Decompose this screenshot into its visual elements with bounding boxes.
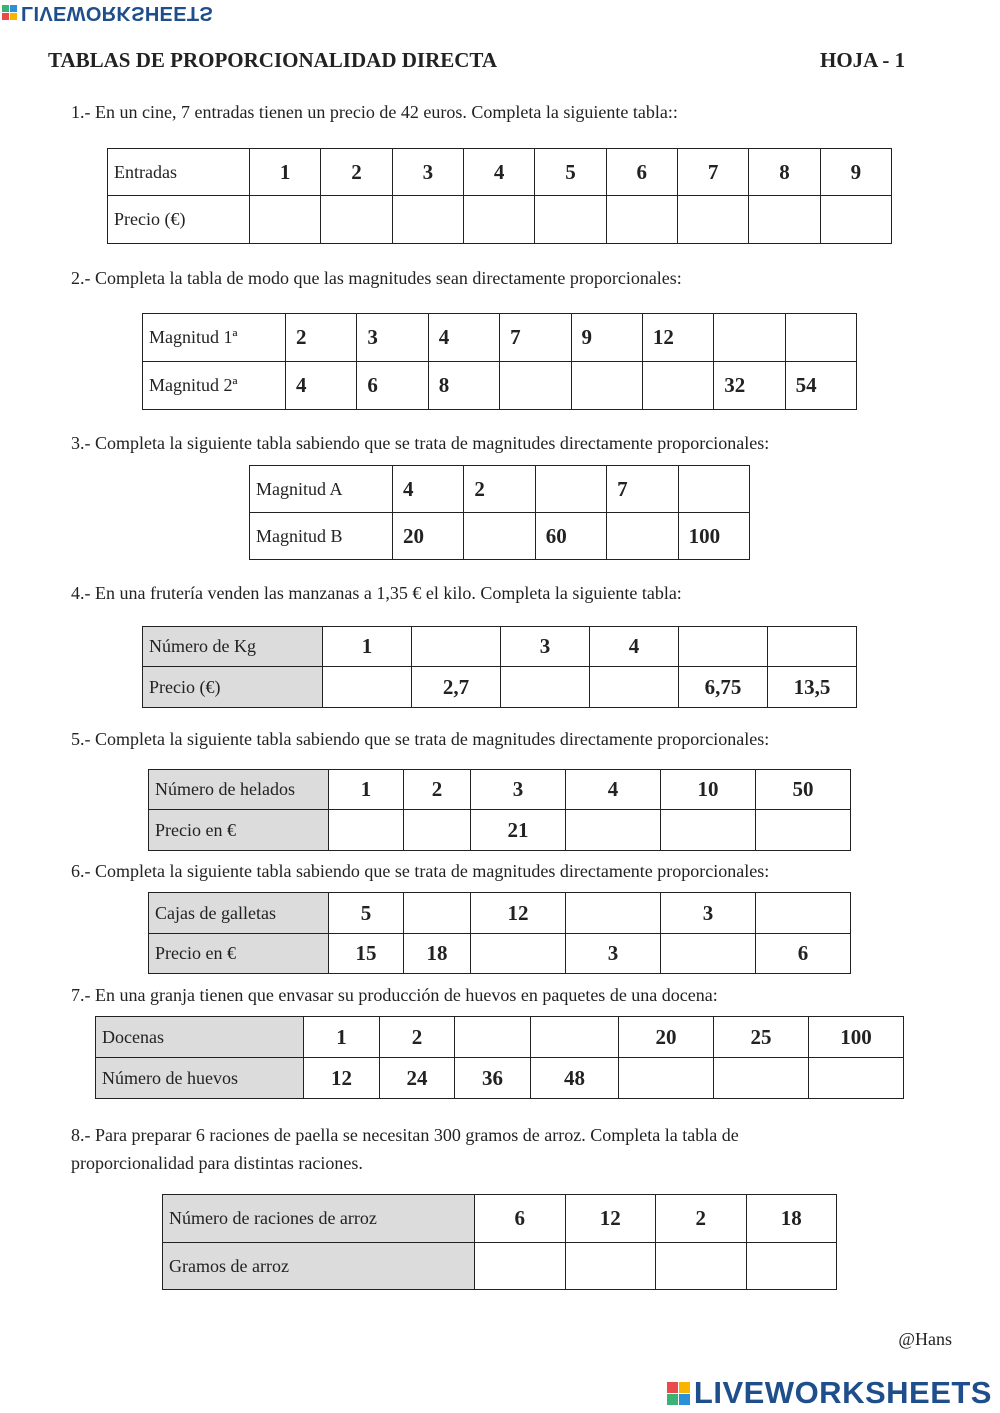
table-cell: 4 [286, 362, 357, 410]
table-cell: 12 [304, 1058, 380, 1099]
table-cell: 21 [471, 810, 566, 851]
answer-cell[interactable] [768, 627, 857, 667]
answer-cell[interactable] [714, 1058, 809, 1099]
table-cell: 54 [785, 362, 856, 410]
row-label: Número de Kg [143, 627, 323, 667]
table-cell: 100 [809, 1017, 904, 1058]
row-label: Precio en € [149, 810, 329, 851]
table-cell: 6 [475, 1195, 566, 1243]
table-cell: 8 [749, 149, 820, 196]
table-4 [142, 626, 857, 708]
table-cell: 3 [501, 627, 590, 667]
table-row [143, 314, 857, 362]
table-cell: 60 [535, 513, 606, 560]
table-cell: 1 [304, 1017, 380, 1058]
table-cell: 9 [571, 314, 642, 362]
logo-bottom-text: LIVEWORKSHEETS [693, 1375, 992, 1410]
page-title: TABLAS DE PROPORCIONALIDAD DIRECTA [48, 48, 498, 72]
answer-cell[interactable] [321, 196, 392, 244]
answer-cell[interactable] [756, 810, 851, 851]
row-label: Magnitud 1ª [143, 314, 286, 362]
table-row [96, 1017, 904, 1058]
table-cell: 2 [380, 1017, 455, 1058]
row-label: Número de helados [149, 770, 329, 810]
table-cell: 4 [463, 149, 534, 196]
table-cell: 2,7 [412, 667, 501, 708]
row-label: Cajas de galletas [149, 893, 329, 934]
table-cell: 12 [642, 314, 713, 362]
answer-cell[interactable] [464, 513, 535, 560]
table-cell: 12 [565, 1195, 656, 1243]
table-cell: 6 [756, 934, 851, 974]
table-1 [107, 148, 892, 244]
table-row [108, 196, 892, 244]
answer-cell[interactable] [250, 196, 321, 244]
table-row [143, 667, 857, 708]
liveworksheets-logo-bottom [667, 1375, 992, 1411]
table-cell: 1 [329, 770, 404, 810]
answer-cell[interactable] [500, 362, 571, 410]
row-label: Gramos de arroz [163, 1243, 475, 1290]
answer-cell[interactable] [656, 1243, 747, 1290]
question-5-text: 5.- Completa la siguiente tabla sabiendo que se trata de magnitudes directamente proporcionales: [71, 729, 770, 749]
table-cell: 50 [756, 770, 851, 810]
table-cell: 2 [404, 770, 471, 810]
answer-cell[interactable] [455, 1017, 531, 1058]
answer-cell[interactable] [329, 810, 404, 851]
table-cell: 3 [392, 149, 463, 196]
table-cell: 12 [471, 893, 566, 934]
table-cell: 2 [464, 466, 535, 513]
table-2 [142, 313, 857, 410]
table-row [143, 362, 857, 410]
row-label: Precio (€) [143, 667, 323, 708]
answer-cell[interactable] [678, 466, 749, 513]
table-row [149, 893, 851, 934]
sheet-number: HOJA - 1 [820, 48, 906, 72]
table-row [250, 513, 750, 560]
row-label: Magnitud A [250, 466, 393, 513]
answer-cell[interactable] [756, 893, 851, 934]
row-label: Precio en € [149, 934, 329, 974]
answer-cell[interactable] [404, 893, 471, 934]
table-cell: 6,75 [679, 667, 768, 708]
table-cell: 2 [321, 149, 392, 196]
table-row [96, 1058, 904, 1099]
answer-cell[interactable] [565, 1243, 656, 1290]
row-label: Número de raciones de arroz [163, 1195, 475, 1243]
author-signature: @Hans [898, 1329, 952, 1349]
table-cell: 15 [329, 934, 404, 974]
table-cell: 13,5 [768, 667, 857, 708]
answer-cell[interactable] [607, 513, 678, 560]
answer-cell[interactable] [323, 667, 412, 708]
answer-cell[interactable] [677, 196, 748, 244]
logo-top-text: LIVEWORKSHEETS [21, 2, 213, 24]
answer-cell[interactable] [571, 362, 642, 410]
table-cell: 5 [535, 149, 606, 196]
table-cell: 3 [661, 893, 756, 934]
table-cell: 1 [323, 627, 412, 667]
table-cell: 8 [428, 362, 499, 410]
table-cell: 25 [714, 1017, 809, 1058]
answer-cell[interactable] [471, 934, 566, 974]
table-cell: 48 [531, 1058, 619, 1099]
answer-cell[interactable] [749, 196, 820, 244]
answer-cell[interactable] [535, 196, 606, 244]
liveworksheets-logo-top [2, 2, 213, 24]
row-label: Docenas [96, 1017, 304, 1058]
answer-cell[interactable] [566, 810, 661, 851]
table-cell: 2 [656, 1195, 747, 1243]
table-row [143, 627, 857, 667]
answer-cell[interactable] [820, 196, 891, 244]
table-cell: 6 [357, 362, 428, 410]
table-row [149, 770, 851, 810]
row-label: Magnitud 2ª [143, 362, 286, 410]
table-row [163, 1243, 837, 1290]
row-label: Precio (€) [108, 196, 250, 244]
table-cell: 3 [471, 770, 566, 810]
row-label: Entradas [108, 149, 250, 196]
table-5 [148, 769, 851, 851]
table-cell: 3 [566, 934, 661, 974]
table-cell: 5 [329, 893, 404, 934]
table-row [163, 1195, 837, 1243]
question-6-text: 6.- Completa la siguiente tabla sabiendo que se trata de magnitudes directamente proporcionales: [71, 861, 770, 881]
table-cell: 7 [607, 466, 678, 513]
table-cell: 4 [590, 627, 679, 667]
table-cell: 1 [250, 149, 321, 196]
answer-cell[interactable] [679, 627, 768, 667]
table-cell: 10 [661, 770, 756, 810]
answer-cell[interactable] [661, 934, 756, 974]
question-8-text: 8.- Para preparar 6 raciones de paella se necesitan 300 gramos de arroz. Completa la tabla de proporcionalidad para distintas raciones. [71, 1125, 739, 1173]
liveworksheets-icon [2, 6, 17, 21]
question-3-text: 3.- Completa la siguiente tabla sabiendo que se trata de magnitudes directamente proporcionales: [71, 433, 770, 453]
table-row [149, 934, 851, 974]
table-cell: 24 [380, 1058, 455, 1099]
table-cell: 4 [566, 770, 661, 810]
table-cell: 18 [404, 934, 471, 974]
question-1-text: 1.- En un cine, 7 entradas tienen un precio de 42 euros. Completa la siguiente tabla:: [71, 102, 678, 122]
table-cell: 4 [393, 466, 464, 513]
table-cell: 6 [606, 149, 677, 196]
answer-cell[interactable] [785, 314, 856, 362]
answer-cell[interactable] [404, 810, 471, 851]
table-cell: 4 [428, 314, 499, 362]
table-cell: 7 [500, 314, 571, 362]
answer-cell[interactable] [714, 314, 785, 362]
answer-cell[interactable] [661, 810, 756, 851]
answer-cell[interactable] [412, 627, 501, 667]
table-cell: 32 [714, 362, 785, 410]
table-3 [249, 465, 750, 560]
table-8 [162, 1194, 837, 1290]
answer-cell[interactable] [392, 196, 463, 244]
table-cell: 7 [677, 149, 748, 196]
answer-cell[interactable] [501, 667, 590, 708]
answer-cell[interactable] [809, 1058, 904, 1099]
question-7-text: 7.- En una granja tienen que envasar su producción de huevos en paquetes de una docena: [71, 985, 718, 1005]
answer-cell[interactable] [746, 1243, 837, 1290]
table-7 [95, 1016, 904, 1099]
table-cell: 2 [286, 314, 357, 362]
table-cell: 100 [678, 513, 749, 560]
answer-cell[interactable] [535, 466, 606, 513]
table-cell: 18 [746, 1195, 837, 1243]
answer-cell[interactable] [642, 362, 713, 410]
answer-cell[interactable] [463, 196, 534, 244]
row-label: Número de huevos [96, 1058, 304, 1099]
answer-cell[interactable] [531, 1017, 619, 1058]
question-4-text: 4.- En una frutería venden las manzanas a 1,35 € el kilo. Completa la siguiente tabla: [71, 583, 682, 603]
table-row [250, 466, 750, 513]
liveworksheets-icon [667, 1382, 690, 1405]
table-cell: 9 [820, 149, 891, 196]
table-cell: 20 [393, 513, 464, 560]
table-cell: 20 [619, 1017, 714, 1058]
row-label: Magnitud B [250, 513, 393, 560]
answer-cell[interactable] [566, 893, 661, 934]
table-6 [148, 892, 851, 974]
answer-cell[interactable] [619, 1058, 714, 1099]
table-row [108, 149, 892, 196]
table-cell: 3 [357, 314, 428, 362]
table-cell: 36 [455, 1058, 531, 1099]
answer-cell[interactable] [475, 1243, 566, 1290]
table-row [149, 810, 851, 851]
answer-cell[interactable] [590, 667, 679, 708]
answer-cell[interactable] [606, 196, 677, 244]
question-2-text: 2.- Completa la tabla de modo que las magnitudes sean directamente proporcionales: [71, 268, 682, 288]
